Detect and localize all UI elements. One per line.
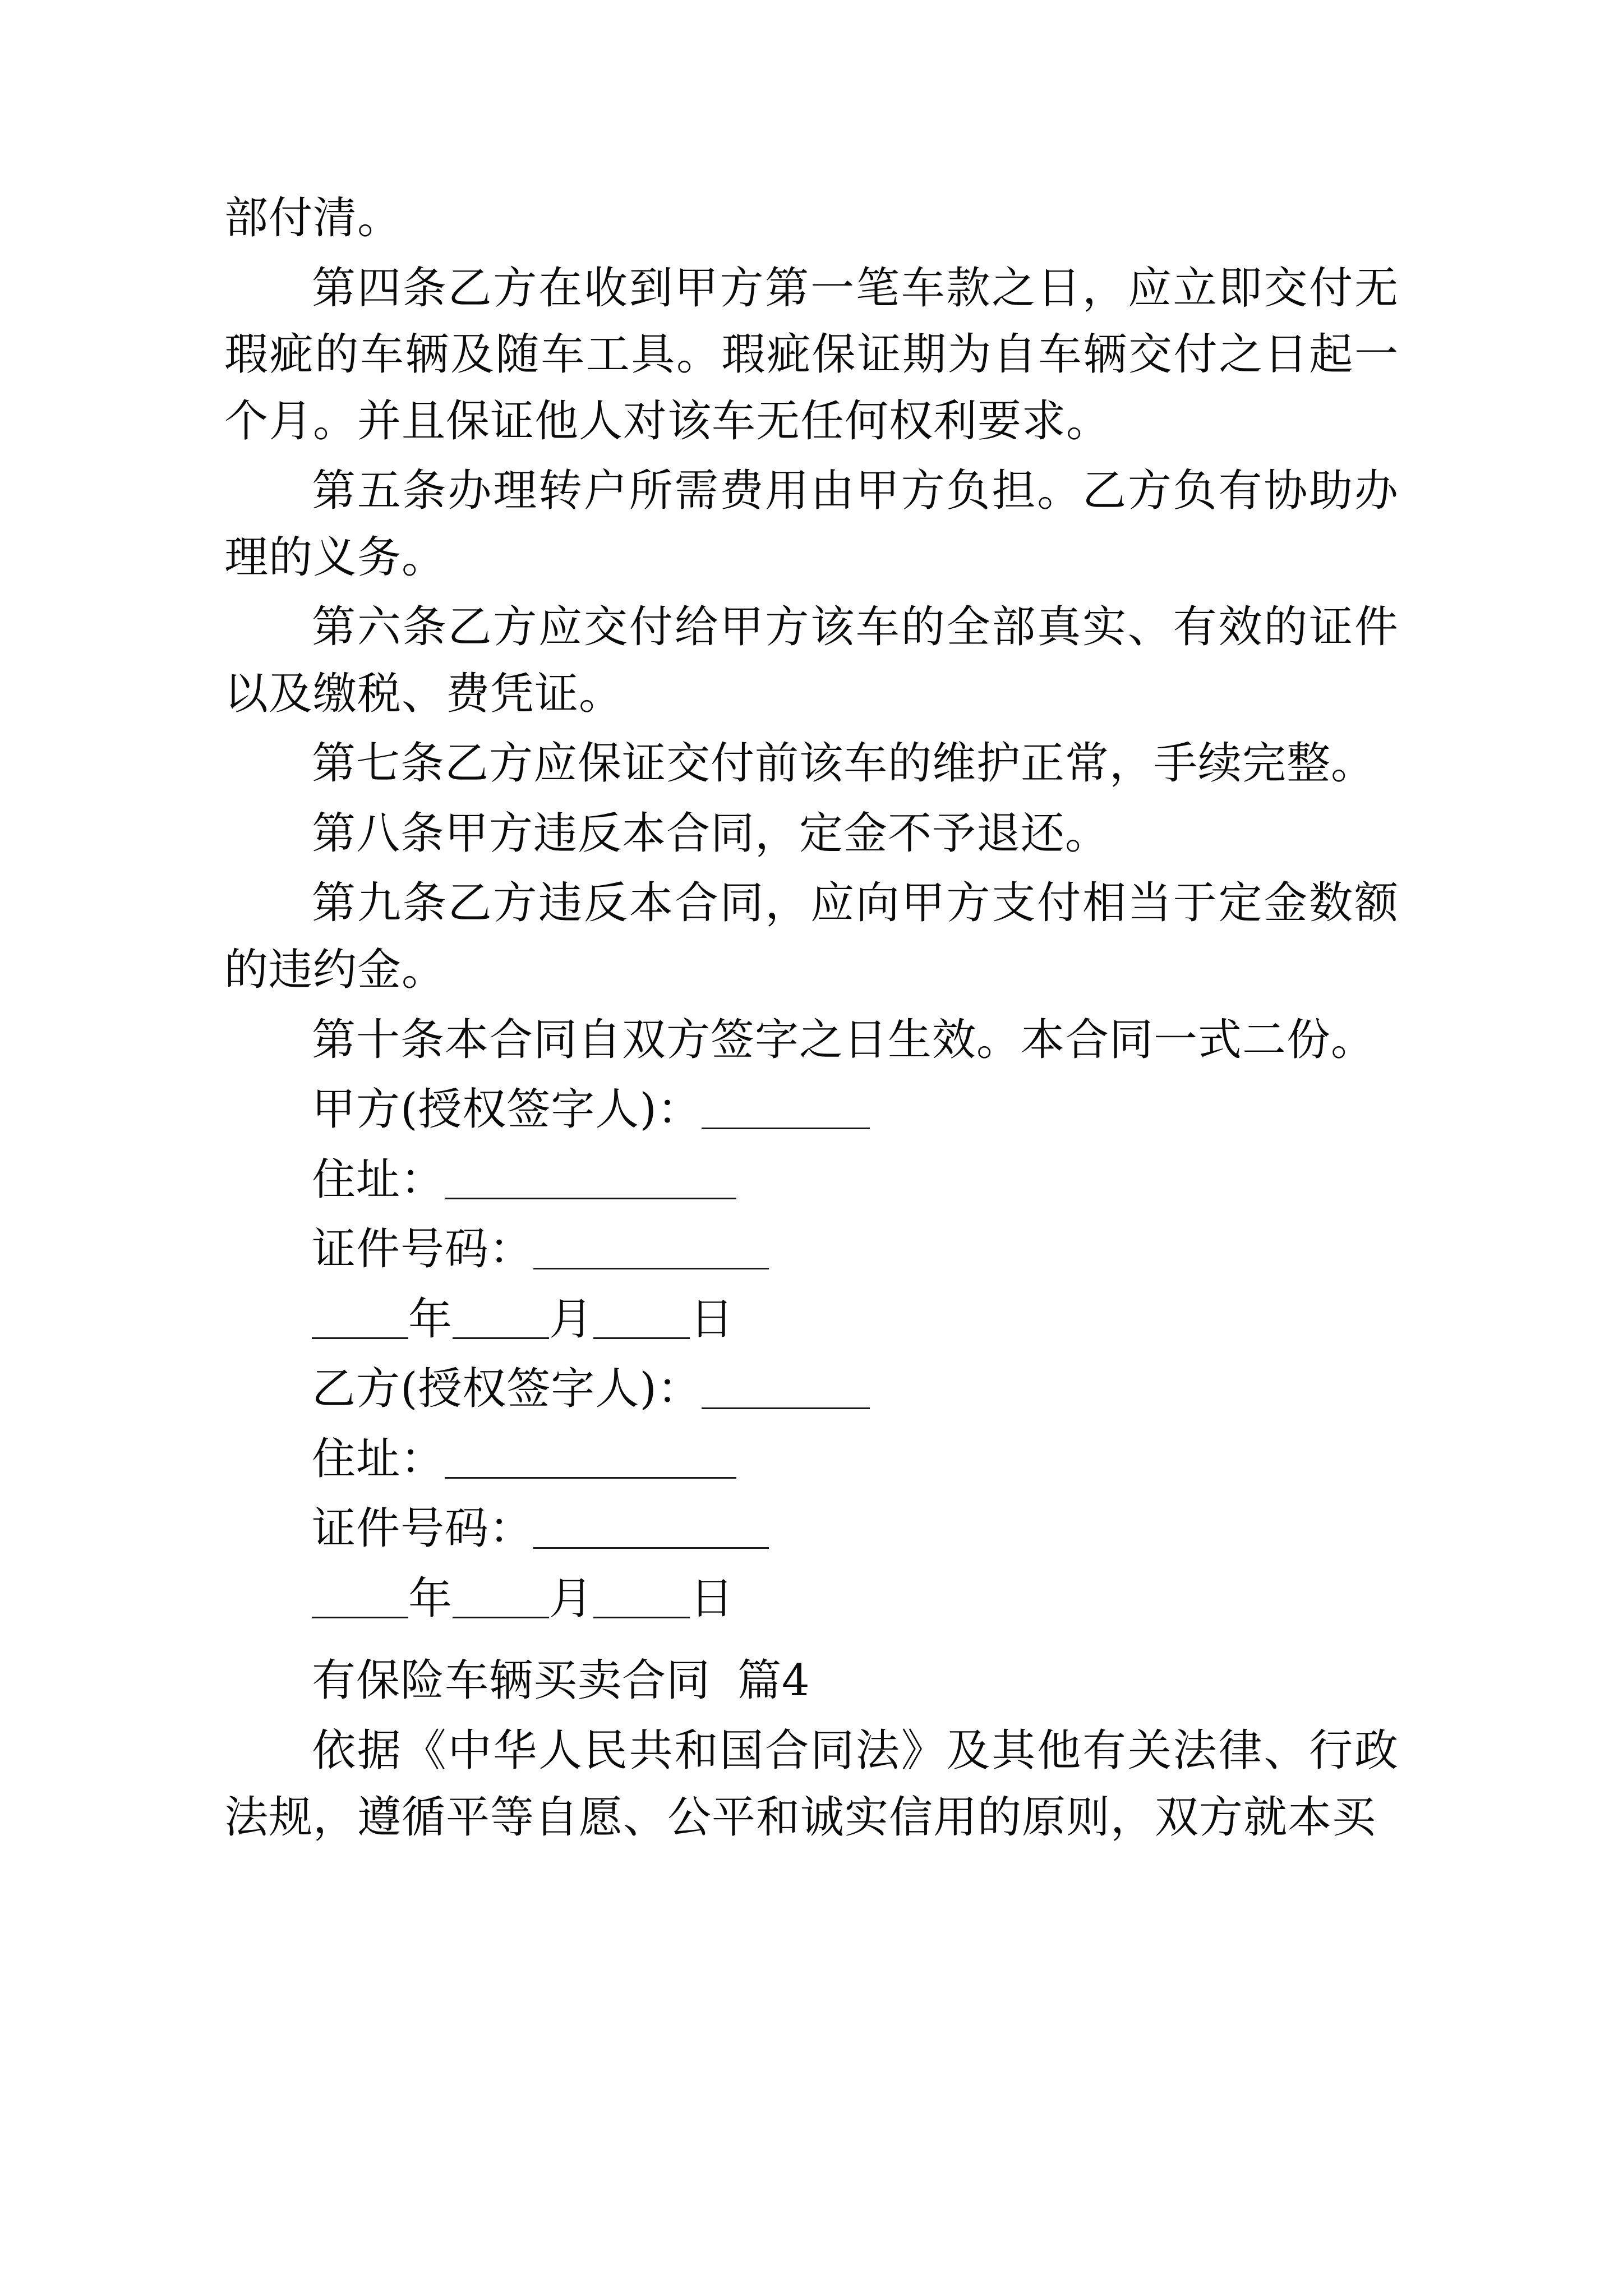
document-body bbox=[224, 185, 1399, 1851]
address-label: 住址： bbox=[312, 1433, 445, 1484]
para-section-intro: 依据《中华人民共和国合同法》及其他有关法律、行政法规，遵循平等自愿、公平和诚实信用的原则，双方就本买 bbox=[224, 1726, 1399, 1843]
section-number: 篇4 bbox=[737, 1655, 810, 1706]
party-b-month-blank[interactable] bbox=[453, 1577, 549, 1619]
para-article-10: 第十条本合同自双方签字之日生效。本合同一式二份。 bbox=[312, 1014, 1376, 1065]
signature-party-a bbox=[224, 1076, 1399, 1143]
party-a-label: 甲方(授权签字人)： bbox=[312, 1084, 702, 1135]
party-b-id-blank[interactable] bbox=[533, 1507, 769, 1549]
party-b-year-blank[interactable] bbox=[312, 1577, 408, 1619]
signature-party-b-address bbox=[224, 1426, 1399, 1493]
party-b-day-blank[interactable] bbox=[593, 1577, 690, 1619]
para-article-6: 第六条乙方应交付给甲方该车的全部真实、有效的证件以及缴税、费凭证。 bbox=[224, 602, 1399, 719]
para-article-5: 第五条办理转户所需费用由甲方负担。乙方负有协助办理的义务。 bbox=[224, 466, 1399, 583]
month-label: 月 bbox=[549, 1294, 594, 1345]
section-heading bbox=[224, 1648, 1399, 1714]
signature-party-b-date bbox=[224, 1566, 1399, 1632]
para-continuation: 部付清。 bbox=[224, 193, 402, 243]
id-label: 证件号码： bbox=[312, 1503, 534, 1554]
para-article-7: 第七条乙方应保证交付前该车的维护正常，手续完整。 bbox=[312, 738, 1376, 789]
party-a-day-blank[interactable] bbox=[593, 1297, 690, 1339]
para-article-8: 第八条甲方违反本合同，定金不予退还。 bbox=[312, 808, 1110, 859]
para-article-9: 第九条乙方违反本合同，应向甲方支付相当于定金数额的违约金。 bbox=[224, 878, 1399, 996]
signature-party-a-id bbox=[224, 1216, 1399, 1283]
party-a-address-blank[interactable] bbox=[445, 1157, 736, 1199]
address-label: 住址： bbox=[312, 1154, 445, 1205]
signature-party-a-address bbox=[224, 1147, 1399, 1213]
party-b-address-blank[interactable] bbox=[445, 1437, 736, 1479]
para-article-4: 第四条乙方在收到甲方第一笔车款之日，应立即交付无瑕疵的车辆及随车工具。瑕疵保证期为自车辆交付之日起一个月。并且保证他人对该车无任何权利要求。 bbox=[224, 263, 1399, 447]
signature-party-b bbox=[224, 1356, 1399, 1423]
party-a-month-blank[interactable] bbox=[453, 1297, 549, 1339]
party-b-label: 乙方(授权签字人)： bbox=[312, 1364, 702, 1415]
signature-party-a-date bbox=[224, 1286, 1399, 1353]
year-label: 年 bbox=[408, 1294, 453, 1345]
section-title: 有保险车辆买卖合同 bbox=[312, 1655, 711, 1706]
party-a-signature-blank[interactable] bbox=[702, 1088, 870, 1130]
day-label: 日 bbox=[690, 1573, 735, 1624]
party-b-signature-blank[interactable] bbox=[702, 1367, 870, 1409]
party-a-year-blank[interactable] bbox=[312, 1297, 408, 1339]
id-label: 证件号码： bbox=[312, 1224, 534, 1275]
signature-party-b-id bbox=[224, 1496, 1399, 1562]
year-label: 年 bbox=[408, 1573, 453, 1624]
party-a-id-blank[interactable] bbox=[533, 1227, 769, 1269]
day-label: 日 bbox=[690, 1294, 735, 1345]
month-label: 月 bbox=[549, 1573, 594, 1624]
